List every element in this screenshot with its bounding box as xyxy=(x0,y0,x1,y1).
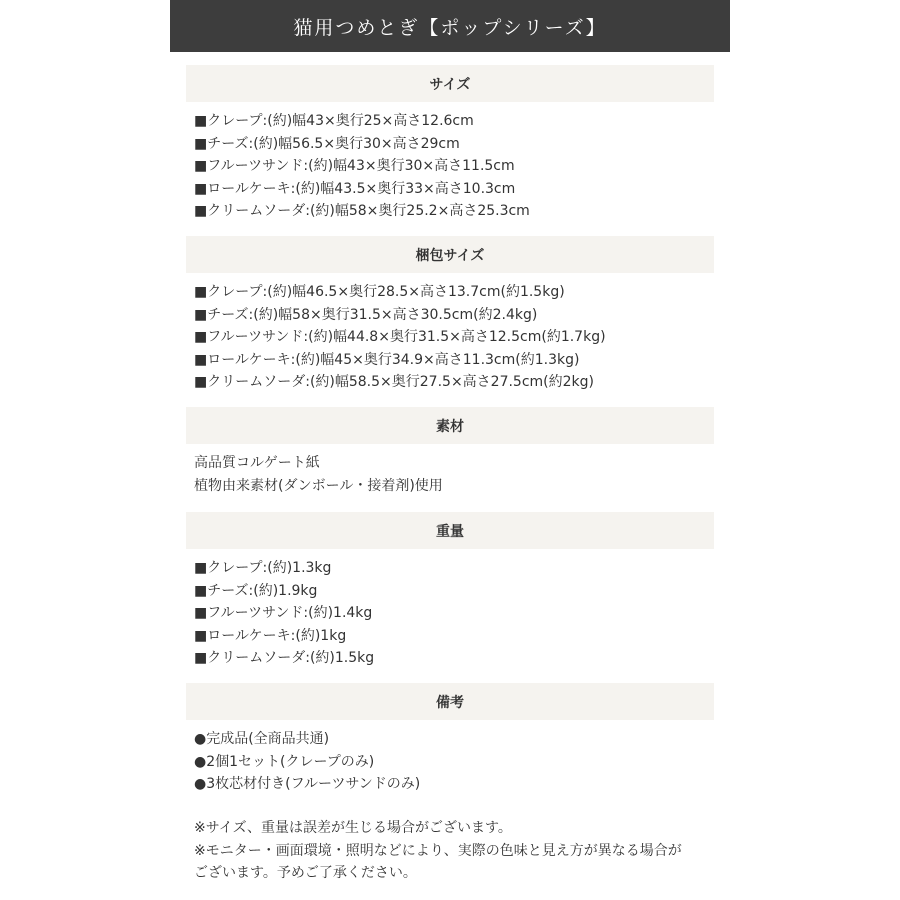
material-line: 植物由来素材(ダンボール・接着剤)使用 xyxy=(194,477,443,494)
package-size-line: ■チーズ:(約)幅58×奥行31.5×高さ30.5cm(約2.4kg) xyxy=(194,306,538,323)
package-size-line: ■クリームソーダ:(約)幅58.5×奥行27.5×高さ27.5cm(約2kg) xyxy=(194,374,595,390)
weight-line: ■ロールケーキ:(約)1kg xyxy=(194,627,347,644)
material-line: 高品質コルゲート紙 xyxy=(194,455,320,471)
note-line: ※サイズ、重量は誤差が生じる場合がございます。 xyxy=(194,820,512,836)
weight-line: ■フルーツサンド:(約)1.4kg xyxy=(194,605,373,621)
note-line: ※モニター・画面環境・照明などにより、実際の色味と見え方が異なる場合が xyxy=(194,842,682,859)
section-heading-material: 素材 xyxy=(186,407,714,444)
remarks-line: ●完成品(全商品共通) xyxy=(194,731,330,747)
remarks-line: ●3枚芯材付き(フルーツサンドのみ) xyxy=(194,776,421,792)
section-heading-size: サイズ xyxy=(186,65,714,102)
size-line: ■フルーツサンド:(約)幅43×奥行30×高さ11.5cm xyxy=(194,158,515,174)
package-size-line: ■ロールケーキ:(約)幅45×奥行34.9×高さ11.3cm(約1.3kg) xyxy=(194,351,580,368)
size-line: ■クリームソーダ:(約)幅58×奥行25.2×高さ25.3cm xyxy=(194,203,530,219)
remarks-line: ●2個1セット(クレープのみ) xyxy=(194,753,375,770)
package-size-line: ■クレープ:(約)幅46.5×奥行28.5×高さ13.7cm(約1.5kg) xyxy=(194,284,565,300)
size-line: ■ロールケーキ:(約)幅43.5×奥行33×高さ10.3cm xyxy=(194,180,516,197)
section-heading-weight: 重量 xyxy=(186,512,714,549)
section-heading-remarks: 備考 xyxy=(186,683,714,720)
weight-line: ■チーズ:(約)1.9kg xyxy=(194,582,318,599)
spec-panel xyxy=(170,0,730,900)
size-line: ■チーズ:(約)幅56.5×奥行30×高さ29cm xyxy=(194,135,460,152)
section-heading-package-size: 梱包サイズ xyxy=(186,236,714,273)
weight-line: ■クリームソーダ:(約)1.5kg xyxy=(194,650,375,666)
package-size-line: ■フルーツサンド:(約)幅44.8×奥行31.5×高さ12.5cm(約1.7kg) xyxy=(194,329,606,345)
size-line: ■クレープ:(約)幅43×奥行25×高さ12.6cm xyxy=(194,113,474,129)
note-line: ございます。予めご了承ください。 xyxy=(194,865,417,881)
weight-line: ■クレープ:(約)1.3kg xyxy=(194,560,332,576)
page-title: 猫用つめとぎ【ポップシリーズ】 xyxy=(170,0,730,52)
